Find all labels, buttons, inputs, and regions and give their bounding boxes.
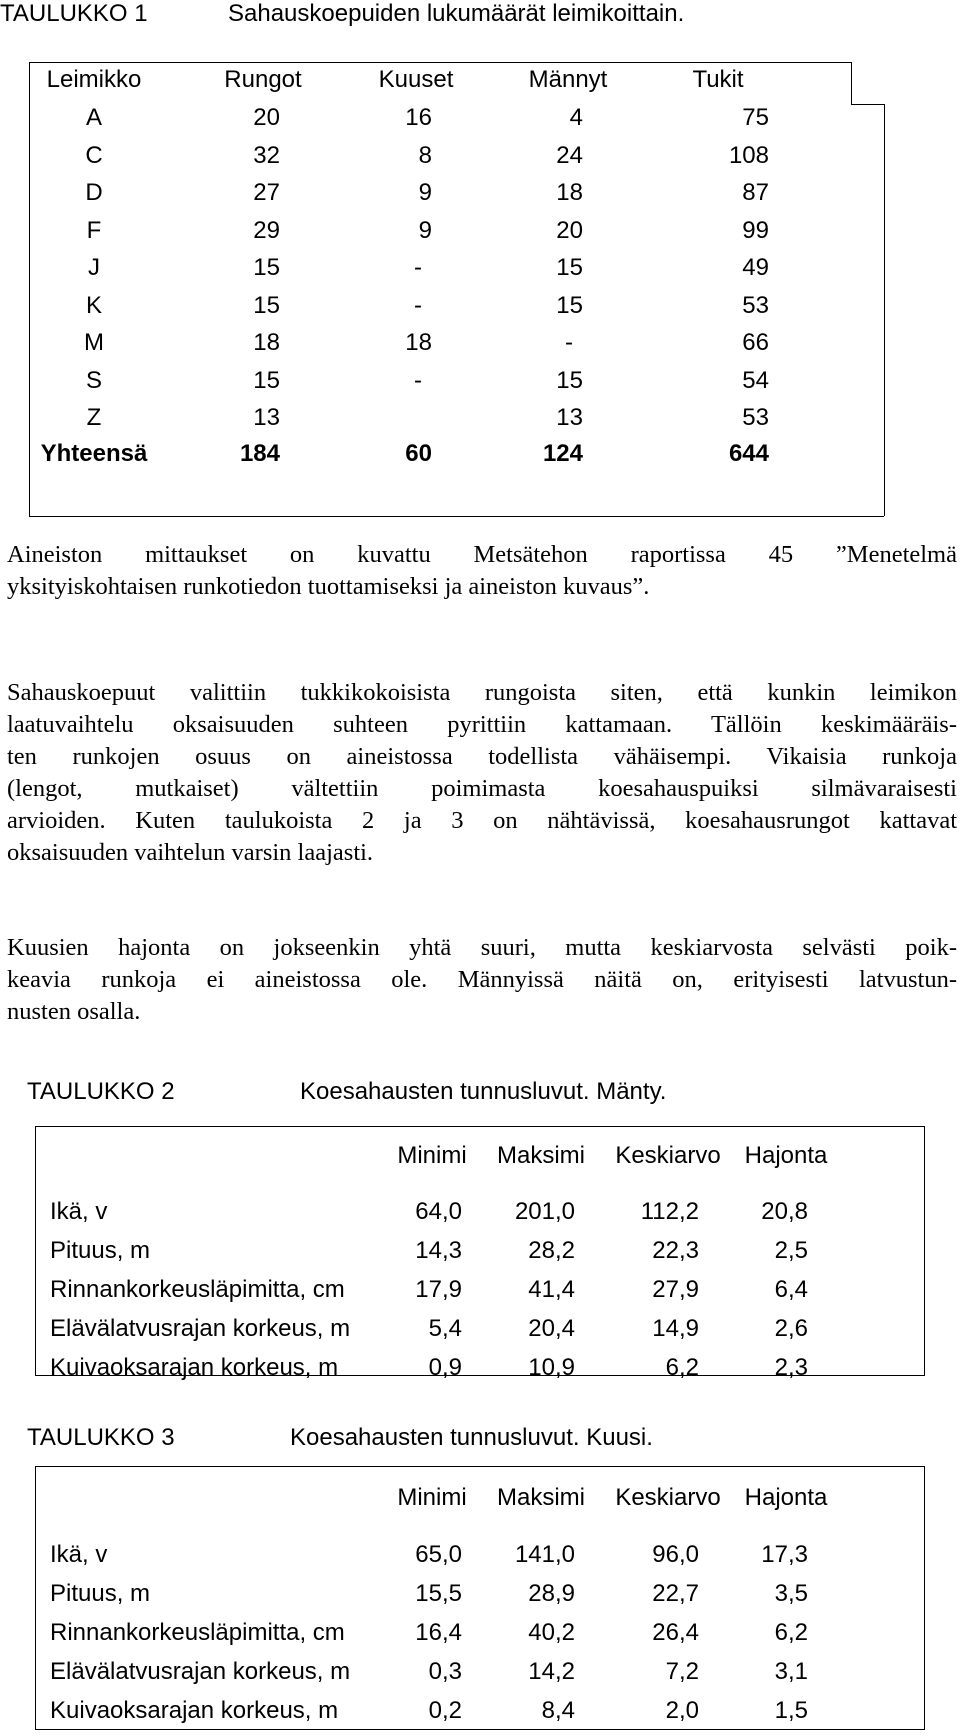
table1-cell: A bbox=[85, 104, 103, 131]
paragraph-line: yksityiskohtaisen runkotiedon tuottamiseksi ja aineiston kuvaus”. bbox=[7, 573, 650, 600]
table1-cell: C bbox=[85, 142, 103, 169]
table1-cell: - bbox=[565, 329, 573, 356]
table3-cell: 22,7 bbox=[652, 1580, 699, 1607]
table1-cell: 108 bbox=[728, 142, 769, 169]
paragraph-line: (lengot, mutkaiset) vältettiin poimimasta koesahauspuiksi silmävaraisesti bbox=[7, 775, 957, 802]
table2-cell: 14,3 bbox=[415, 1237, 462, 1264]
table3-header-cell: Keskiarvo bbox=[615, 1484, 721, 1511]
paragraph-2 bbox=[7, 677, 957, 869]
table2-cell: 112,2 bbox=[640, 1198, 699, 1225]
table3-cell: 16,4 bbox=[415, 1619, 462, 1646]
table1-cell: S bbox=[85, 367, 103, 394]
table1-cell: 15 bbox=[556, 292, 583, 319]
paragraph-line: ten runkojen osuus on aineistossa todellista vähäisempi. Vikaisia runkoja bbox=[7, 743, 957, 770]
table1-cell: 32 bbox=[253, 142, 280, 169]
table1-cell: - bbox=[414, 367, 422, 394]
table2-header-cell: Maksimi bbox=[497, 1142, 585, 1169]
table1-cell: 18 bbox=[556, 179, 583, 206]
table1-cell: 53 bbox=[742, 292, 769, 319]
table1-header-cell: Kuuset bbox=[378, 66, 454, 93]
table1-border-bottom-ext bbox=[851, 516, 884, 517]
table2-cell: 2,6 bbox=[774, 1315, 808, 1342]
table2-cell: 5,4 bbox=[428, 1315, 462, 1342]
table3-cell: 40,2 bbox=[528, 1619, 575, 1646]
table1-cell: 29 bbox=[253, 217, 280, 244]
table3-cell: 3,5 bbox=[774, 1580, 808, 1607]
table3-row-label: Kuivaoksarajan korkeus, m bbox=[50, 1697, 339, 1724]
table1-cell: 9 bbox=[418, 217, 432, 244]
table1-cell: 53 bbox=[742, 404, 769, 431]
paragraph-line: Kuusien hajonta on jokseenkin yhtä suuri, mutta keskiarvosta selvästi poik- bbox=[7, 934, 957, 961]
table2-cell: 2,5 bbox=[774, 1237, 808, 1264]
table2-cell: 14,9 bbox=[652, 1315, 699, 1342]
table2-cell: 20,8 bbox=[761, 1198, 808, 1225]
table3-title: Koesahausten tunnusluvut. Kuusi. bbox=[290, 1424, 653, 1451]
table1-cell: D bbox=[85, 179, 103, 206]
table3-label: TAULUKKO 3 bbox=[27, 1424, 175, 1451]
table1-cell: F bbox=[86, 217, 102, 244]
table2-cell: 17,9 bbox=[415, 1276, 462, 1303]
table3-header-cell: Maksimi bbox=[497, 1484, 585, 1511]
table1-cell: 54 bbox=[742, 367, 769, 394]
table3-cell: 6,2 bbox=[774, 1619, 808, 1646]
table3-row-label: Elävälatvusrajan korkeus, m bbox=[50, 1658, 351, 1685]
table2-header-cell: Minimi bbox=[397, 1142, 467, 1169]
table1-cell: 9 bbox=[418, 179, 432, 206]
table1-cell: 66 bbox=[742, 329, 769, 356]
table1-cell: 16 bbox=[405, 104, 432, 131]
table1-header-cell: Rungot bbox=[224, 66, 302, 93]
table3-cell: 3,1 bbox=[774, 1658, 808, 1685]
table1-cell: 49 bbox=[742, 254, 769, 281]
table1-title: Sahauskoepuiden lukumäärät leimikoittain. bbox=[228, 0, 685, 27]
paragraph-line: laatuvaihtelu oksaisuuden suhteen pyrittiin kattamaan. Tällöin keskimääräis- bbox=[7, 711, 957, 738]
table2-cell: 41,4 bbox=[528, 1276, 575, 1303]
table3-cell: 0,3 bbox=[428, 1658, 462, 1685]
table1-cell: 27 bbox=[253, 179, 280, 206]
table3-header-cell: Hajonta bbox=[744, 1484, 828, 1511]
table2-cell: 20,4 bbox=[528, 1315, 575, 1342]
table2-row-label: Ikä, v bbox=[50, 1198, 108, 1225]
paragraph-line: Sahauskoepuut valittiin tukkikokoisista rungoista siten, että kunkin leimikon bbox=[7, 679, 957, 706]
paragraph-line: Aineiston mittaukset on kuvattu Metsätehon raportissa 45 ”Menetelmä bbox=[7, 541, 957, 568]
table1-cell: 87 bbox=[742, 179, 769, 206]
table1-total-cell: 644 bbox=[728, 440, 769, 467]
table1-total-cell: 124 bbox=[542, 440, 583, 467]
table2-cell: 64,0 bbox=[415, 1198, 462, 1225]
table1-cell: 13 bbox=[556, 404, 583, 431]
table2-row-label: Kuivaoksarajan korkeus, m bbox=[50, 1354, 339, 1381]
table1-cell: 20 bbox=[556, 217, 583, 244]
table1-cell: 75 bbox=[742, 104, 769, 131]
table3-cell: 8,4 bbox=[541, 1697, 575, 1724]
table2-cell: 28,2 bbox=[528, 1237, 575, 1264]
table1-cell: 15 bbox=[556, 367, 583, 394]
table1-cell: 13 bbox=[253, 404, 280, 431]
table1-cell: - bbox=[414, 292, 422, 319]
table3-cell: 2,0 bbox=[665, 1697, 699, 1724]
table1-right-border bbox=[884, 104, 885, 516]
table3-cell: 14,2 bbox=[528, 1658, 575, 1685]
table1-total-cell: 184 bbox=[239, 440, 280, 467]
table1-cell: 15 bbox=[253, 367, 280, 394]
table1-cell: 4 bbox=[569, 104, 583, 131]
table3-cell: 28,9 bbox=[528, 1580, 575, 1607]
table2-title: Koesahausten tunnusluvut. Mänty. bbox=[300, 1078, 667, 1105]
table1-label: TAULUKKO 1 bbox=[0, 0, 148, 27]
table3-row-label: Pituus, m bbox=[50, 1580, 151, 1607]
paragraph-line: oksaisuuden vaihtelun varsin laajasti. bbox=[7, 839, 374, 866]
table1-cell: 8 bbox=[418, 142, 432, 169]
table2-cell: 6,2 bbox=[665, 1354, 699, 1381]
table2-row-label: Pituus, m bbox=[50, 1237, 151, 1264]
table1-cell: Z bbox=[86, 404, 102, 431]
table3-cell: 15,5 bbox=[415, 1580, 462, 1607]
table3-cell: 17,3 bbox=[761, 1541, 808, 1568]
table3-row-label: Rinnankorkeusläpimitta, cm bbox=[50, 1619, 345, 1646]
table1-cell: 24 bbox=[556, 142, 583, 169]
paragraph-line: keavia runkoja ei aineistossa ole. Männyissä näitä on, erityisesti latvustun- bbox=[7, 966, 957, 993]
table2-cell: 2,3 bbox=[774, 1354, 808, 1381]
table2-cell: 27,9 bbox=[652, 1276, 699, 1303]
table2-row-label: Elävälatvusrajan korkeus, m bbox=[50, 1315, 351, 1342]
table1-right-border-top bbox=[851, 62, 852, 104]
table3-row-label: Ikä, v bbox=[50, 1541, 108, 1568]
table3-cell: 1,5 bbox=[774, 1697, 808, 1724]
table3-cell: 26,4 bbox=[652, 1619, 699, 1646]
table1-cell: 18 bbox=[405, 329, 432, 356]
paragraph-line: arvioiden. Kuten taulukoista 2 ja 3 on nähtävissä, koesahausrungot kattavat bbox=[7, 807, 957, 834]
paragraph-3 bbox=[7, 932, 957, 1028]
table3-cell: 65,0 bbox=[415, 1541, 462, 1568]
table2-header-cell: Keskiarvo bbox=[615, 1142, 721, 1169]
table2-cell: 10,9 bbox=[528, 1354, 575, 1381]
table2-cell: 6,4 bbox=[774, 1276, 808, 1303]
table1-header-cell: Leimikko bbox=[46, 66, 142, 93]
table1-cell: 18 bbox=[253, 329, 280, 356]
table3-header-cell: Minimi bbox=[397, 1484, 467, 1511]
table3-cell: 7,2 bbox=[665, 1658, 699, 1685]
table2-header-cell: Hajonta bbox=[744, 1142, 828, 1169]
table1-total-cell: 60 bbox=[405, 440, 432, 467]
table2-label: TAULUKKO 2 bbox=[27, 1078, 175, 1105]
table1-header-cell: Männyt bbox=[528, 66, 608, 93]
table3-cell: 96,0 bbox=[652, 1541, 699, 1568]
table1-cell: M bbox=[84, 329, 104, 356]
table1-border-step bbox=[851, 104, 884, 105]
table3-cell: 141,0 bbox=[514, 1541, 575, 1568]
table1-top-border bbox=[29, 62, 851, 63]
table1-cell: 99 bbox=[742, 217, 769, 244]
table1-cell: - bbox=[414, 254, 422, 281]
table1-header-cell: Tukit bbox=[692, 66, 744, 93]
table2-row-label: Rinnankorkeusläpimitta, cm bbox=[50, 1276, 345, 1303]
table1-cell: 15 bbox=[253, 254, 280, 281]
table1-cell: J bbox=[88, 254, 100, 281]
table1-cell: 15 bbox=[556, 254, 583, 281]
table1-total-cell: Yhteensä bbox=[40, 440, 148, 467]
table2-cell: 0,9 bbox=[428, 1354, 462, 1381]
paragraph-1 bbox=[7, 539, 957, 603]
table2-cell: 201,0 bbox=[514, 1198, 575, 1225]
table2-cell: 22,3 bbox=[652, 1237, 699, 1264]
table3-cell: 0,2 bbox=[428, 1697, 462, 1724]
paragraph-line: nusten osalla. bbox=[7, 998, 141, 1025]
table1-cell: 20 bbox=[253, 104, 280, 131]
table1-cell: K bbox=[85, 292, 103, 319]
table1-cell: 15 bbox=[253, 292, 280, 319]
